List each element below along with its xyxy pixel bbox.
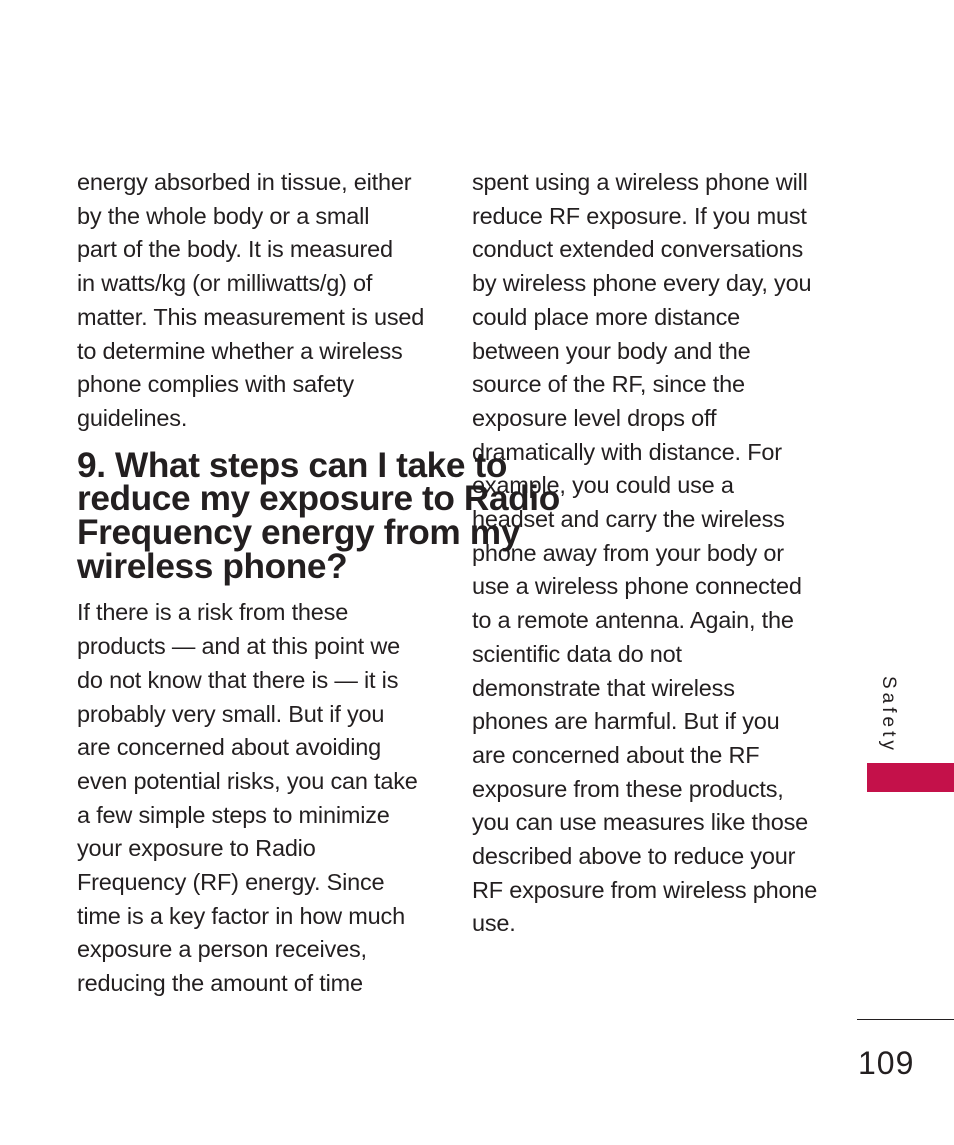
text-line: scientific data do not bbox=[472, 640, 682, 667]
text-line: phone away from your body or bbox=[472, 539, 784, 566]
text-line: exposure a person receives, bbox=[77, 936, 367, 963]
text-line: guidelines. bbox=[77, 404, 188, 431]
text-line: by wireless phone every day, you bbox=[472, 270, 812, 297]
text-line: you can use measures like those bbox=[472, 809, 809, 836]
heading-line: Frequency energy from my bbox=[77, 513, 520, 553]
text-line: by the whole body or a small bbox=[77, 202, 370, 229]
text-line: exposure level drops off bbox=[472, 404, 717, 431]
section-side-label-text: Safety bbox=[878, 676, 899, 754]
text-line: reducing the amount of time bbox=[77, 970, 363, 997]
question-heading-9 bbox=[77, 445, 560, 586]
text-line: products — and at this point we bbox=[77, 633, 400, 660]
text-line: dramatically with distance. For bbox=[472, 438, 782, 465]
heading-line: reduce my exposure to Radio bbox=[77, 479, 560, 519]
text-line: demonstrate that wireless bbox=[472, 674, 735, 701]
right-column bbox=[472, 166, 832, 941]
text-line: between your body and the bbox=[472, 337, 751, 364]
text-line: are concerned about the RF bbox=[472, 741, 760, 768]
text-line: phones are harmful. But if you bbox=[472, 708, 780, 735]
text-line: could place more distance bbox=[472, 303, 741, 330]
text-line: even potential risks, you can take bbox=[77, 767, 418, 794]
text-line: exposure from these products, bbox=[472, 775, 784, 802]
footer-divider bbox=[857, 1019, 954, 1020]
paragraph-answer-9-continued bbox=[472, 166, 832, 941]
text-line: phone complies with safety bbox=[77, 371, 354, 398]
text-line: are concerned about avoiding bbox=[77, 734, 382, 761]
text-line: energy absorbed in tissue, either bbox=[77, 169, 412, 195]
text-line: matter. This measurement is used bbox=[77, 303, 425, 330]
text-line: in watts/kg (or milliwatts/g) of bbox=[77, 270, 373, 297]
text-line: source of the RF, since the bbox=[472, 371, 745, 398]
heading-line: wireless phone? bbox=[77, 546, 348, 586]
text-line: a few simple steps to minimize bbox=[77, 801, 390, 828]
page-number: 109 bbox=[858, 1045, 915, 1081]
text-line: Frequency (RF) energy. Since bbox=[77, 869, 385, 896]
text-line: reduce RF exposure. If you must bbox=[472, 202, 807, 229]
text-line: time is a key factor in how much bbox=[77, 902, 405, 929]
left-column bbox=[77, 166, 560, 1001]
text-line: probably very small. But if you bbox=[77, 700, 385, 727]
paragraph-answer-9 bbox=[77, 596, 447, 1000]
text-line: to determine whether a wireless bbox=[77, 337, 403, 364]
text-line: do not know that there is — it is bbox=[77, 666, 399, 693]
text-line: use. bbox=[472, 910, 516, 937]
text-line: part of the body. It is measured bbox=[77, 236, 393, 263]
section-side-label bbox=[867, 676, 907, 756]
text-line: your exposure to Radio bbox=[77, 835, 316, 862]
text-line: If there is a risk from these bbox=[77, 599, 349, 626]
section-color-tab bbox=[867, 763, 954, 792]
text-line: described above to reduce your bbox=[472, 843, 796, 870]
text-line: to a remote antenna. Again, the bbox=[472, 607, 794, 634]
text-line: conduct extended conversations bbox=[472, 236, 804, 263]
text-line: use a wireless phone connected bbox=[472, 573, 802, 600]
text-line: headset and carry the wireless bbox=[472, 506, 785, 533]
paragraph-sar-continued bbox=[77, 166, 447, 436]
heading-line: 9. What steps can I take to bbox=[77, 445, 507, 485]
text-line: spent using a wireless phone will bbox=[472, 169, 808, 195]
text-line: RF exposure from wireless phone bbox=[472, 876, 818, 903]
text-line: example, you could use a bbox=[472, 472, 734, 499]
